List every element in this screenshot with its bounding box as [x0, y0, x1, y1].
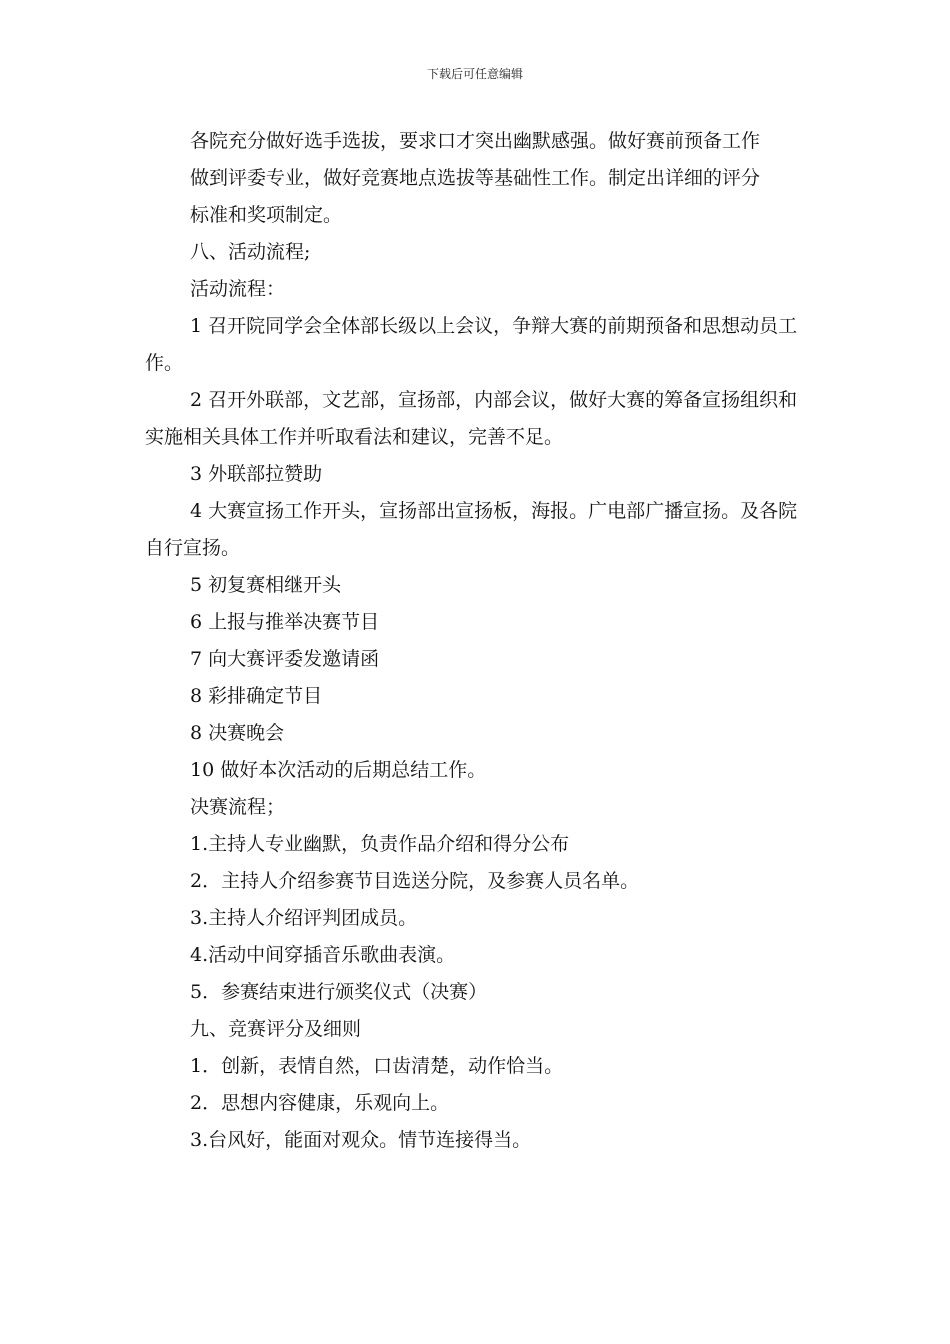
paragraph-2: 做到评委专业，做好竞赛地点选拔等基础性工作。制定出详细的评分	[190, 167, 761, 189]
scoring-item-2: 2．思想内容健康，乐观向上。	[190, 1092, 450, 1114]
document-body	[145, 123, 807, 1159]
section-heading-8: 八、活动流程;	[190, 241, 311, 263]
final-flow-heading: 决赛流程；	[190, 796, 286, 818]
paragraph-3: 标准和奖项制定。	[190, 204, 343, 226]
scoring-item-1: 1．创新，表情自然，口齿清楚，动作恰当。	[190, 1055, 564, 1077]
list-item-9: 8 决赛晚会	[190, 722, 285, 744]
paragraph-1: 各院充分做好选手选拔，要求口才突出幽默感强。做好赛前预备工作	[190, 130, 761, 152]
final-flow-item-2: 2．主持人介绍参赛节目选送分院，及参赛人员名单。	[190, 870, 640, 892]
final-flow-item-5: 5．参赛结束进行颁奖仪式（决赛）	[190, 981, 488, 1003]
final-flow-item-3: 3.主持人介绍评判团成员。	[190, 907, 418, 929]
list-item-6: 6 上报与推举决赛节目	[190, 611, 380, 633]
list-item-5: 5 初复赛相继开头	[190, 574, 342, 596]
list-item-10: 10 做好本次活动的后期总结工作。	[190, 759, 487, 781]
section-heading-9: 九、竞赛评分及细则	[190, 1018, 362, 1040]
list-item-3: 3 外联部拉赞助	[190, 463, 323, 485]
page-header: 下载后可任意编辑	[426, 67, 523, 81]
paragraph-activity-flow: 活动流程：	[190, 278, 286, 300]
list-item-8: 8 彩排确定节目	[190, 685, 323, 707]
list-item-2: 2 召开外联部，文艺部，宣扬部，内部会议，做好大赛的筹备宣扬组织和实施相关具体工作并听取看法和建议，完善不足。	[145, 389, 798, 448]
final-flow-item-1: 1.主持人专业幽默，负责作品介绍和得分公布	[190, 833, 570, 855]
list-item-7: 7 向大赛评委发邀请函	[190, 648, 380, 670]
scoring-item-3: 3.台风好，能面对观众。情节连接得当。	[190, 1129, 532, 1151]
list-item-4: 4 大赛宣扬工作开头，宣扬部出宣扬板，海报。广电部广播宣扬。及各院自行宣扬。	[145, 500, 798, 559]
final-flow-item-4: 4.活动中间穿插音乐歌曲表演。	[190, 944, 456, 966]
list-item-1: 1 召开院同学会全体部长级以上会议，争辩大赛的前期预备和思想动员工作。	[145, 315, 798, 374]
